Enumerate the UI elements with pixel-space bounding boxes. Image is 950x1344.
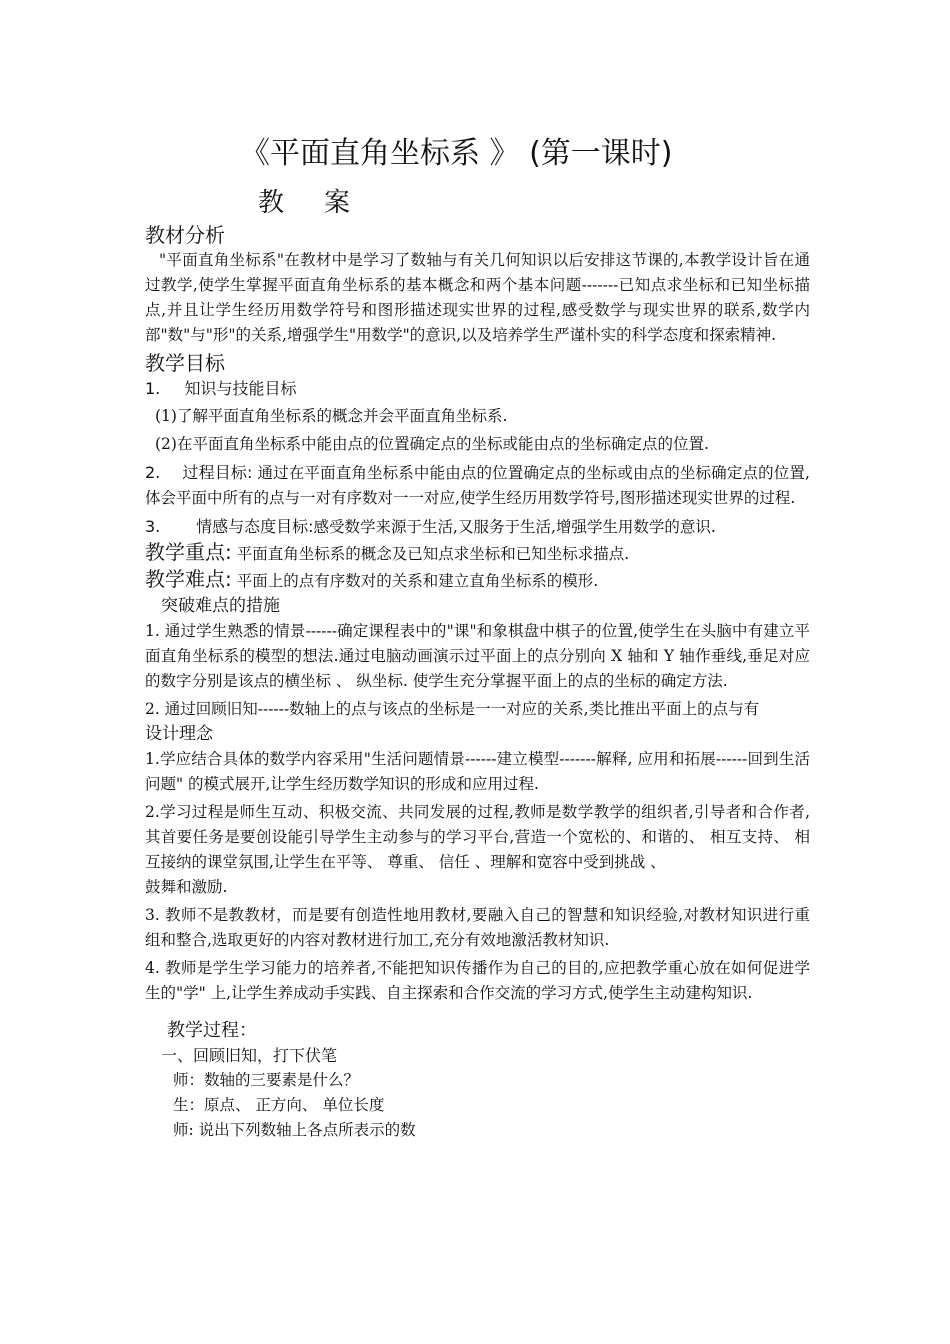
goal-3-title: 情感与态度目标: xyxy=(196,517,314,536)
difficulty-paragraph xyxy=(145,567,810,594)
concept-item-1: 1.学应结合具体的数学内容采用"生活问题情景------建立模型-------解释, 应用和拓展------回到生活问题" 的模式展开,让学生经历数学知识的形成和应用过程. xyxy=(145,750,810,793)
difficulty-body: 平面上的点有序数对的关系和建立直角坐标系的模形. xyxy=(236,572,599,590)
concept-item-4: 4. 教师是学生学习能力的培养者,不能把知识传播作为自己的目的,应把教学重心放在如何促进学生的"学" 上,让学生养成动手实践、自主探索和合作交流的学习方式,使学生主动建构知识. xyxy=(145,959,810,1002)
goal-3-number: 3. xyxy=(145,517,161,536)
goal-3-paragraph xyxy=(145,514,810,540)
goal-1-heading xyxy=(145,376,810,401)
concept-item-2: 2.学习过程是师生互动、积极交流、共同发展的过程,教师是数学教学的组织者,引导者和合作者,其首要任务是要创设能引导学生主动参与的学习平台,营造一个宽松的、和谐的、 相互支持、 相互接纳的课堂氛围,让学生在平等、 尊重、 信任 、理解和宽容中受到挑战 、 xyxy=(145,803,810,871)
goal-1-number: 1. xyxy=(145,379,161,398)
section-heading-analysis: 教材分析 xyxy=(145,223,225,247)
document-subtitle: 教案 xyxy=(258,188,391,218)
process-step-1: 一、回顾旧知，打下伏笔 xyxy=(161,1046,338,1065)
key-point-paragraph xyxy=(145,540,810,567)
process-question-1: 师：数轴的三要素是什么？ xyxy=(173,1071,360,1089)
measures-item-2: 2. 通过回顾旧知------数轴上的点与该点的坐标是一一对应的关系,类比推出平面上的点与有 xyxy=(145,700,760,718)
section-heading-concept: 设计理念 xyxy=(145,724,213,744)
document-title: 《平面直角坐标系 》 (第一课时) xyxy=(240,136,673,171)
analysis-paragraph: "平面直角坐标系"在教材中是学习了数轴与有关几何知识以后安排这节课的,本教学设计旨在通过教学,使学生掌握平面直角坐标系的基本概念和两个基本问题-------已知点求坐标和已知坐标描点,并且让学生经历用数学符号和图形描述现实世界的过程,感受数学与现实世界的联系,数学内部"数"与"形"的关系,增强学生"用数学"的意识,以及培养学生严谨朴实的科学态度和探索精神. xyxy=(145,251,810,344)
goal-3-body: 感受数学来源于生活,又服务于生活,增强学生用数学的意识. xyxy=(313,518,716,536)
goal-1-title: 知识与技能目标 xyxy=(184,379,297,398)
goal-2-paragraph xyxy=(145,460,810,511)
process-question-2: 师: 说出下列数轴上各点所表示的数 xyxy=(173,1121,416,1139)
section-heading-measures: 突破难点的措施 xyxy=(161,596,280,616)
key-point-body: 平面直角坐标系的概念及已知点求坐标和已知坐标求描点. xyxy=(236,545,630,563)
difficulty-label: 教学难点: xyxy=(145,567,232,591)
goal-2-title: 过程目标: xyxy=(182,463,253,482)
section-heading-process: 教学过程： xyxy=(167,1020,257,1041)
goal-1-item-a: (1)了解平面直角坐标系的概念并会平面直角坐标系. xyxy=(155,407,508,425)
goal-1-item-b: (2)在平面直角坐标系中能由点的位置确定点的坐标或能由点的坐标确定点的位置. xyxy=(155,435,709,453)
concept-item-3: 3. 教师不是教教材，而是要有创造性地用教材,要融入自己的智慧和知识经验,对教材知识进行重组和整合,选取更好的内容对教材进行加工,充分有效地激活教材知识. xyxy=(145,906,810,949)
concept-item-2-continued: 鼓舞和激励. xyxy=(145,878,228,896)
section-heading-goals: 教学目标 xyxy=(145,351,225,375)
document-body xyxy=(145,222,810,1143)
goal-2-body: 通过在平面直角坐标系中能由点的位置确定点的坐标或由点的坐标确定点的位置,体会平面中所有的点与一对有序数对一一对应,使学生经历用数学符号,图形描述现实世界的过程. xyxy=(145,464,810,507)
goal-2-number: 2. xyxy=(145,463,161,482)
measures-item-1: 1. 通过学生熟悉的情景------确定课程表中的"课"和象棋盘中棋子的位置,使学生在头脑中有建立平面直角坐标系的模型的想法.通过电脑动画演示过平面上的点分别向 X 轴和 Y 轴作垂线,垂足对应的数字分别是该点的横坐标 、 纵坐标. 使学生充分掌握平面上的点的坐标的确定方法. xyxy=(145,622,810,690)
process-answer-1: 生：原点、 正方向、 单位长度 xyxy=(173,1096,385,1114)
key-point-label: 教学重点: xyxy=(145,540,232,564)
